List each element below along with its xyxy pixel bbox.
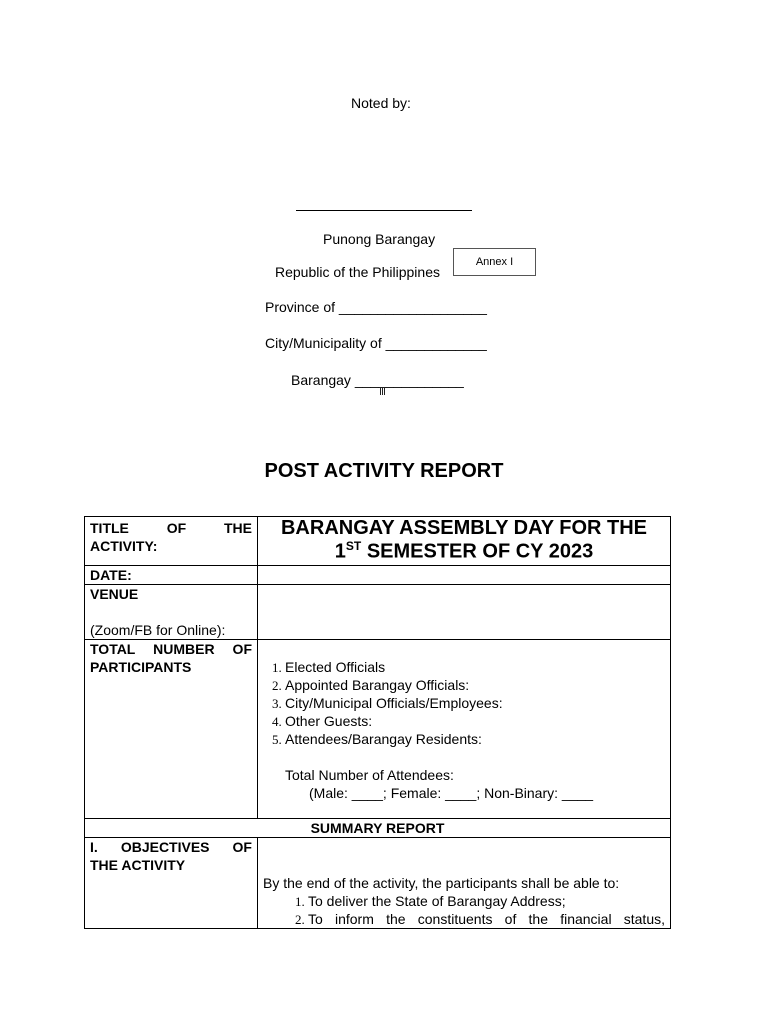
participants-spacer bbox=[263, 748, 665, 766]
participants-label-line1: TOTAL NUMBER OF bbox=[90, 641, 252, 657]
city-field: City/Municipality of _____________ bbox=[265, 335, 487, 351]
venue-value bbox=[258, 585, 671, 640]
gender-breakdown: (Male: ____; Female: ____; Non-Binary: ____ bbox=[309, 785, 594, 801]
date-value bbox=[258, 566, 671, 585]
objectives-label bbox=[85, 838, 258, 929]
annex-label: Annex I bbox=[475, 256, 514, 268]
list-item: 3. City/Municipal Officials/Employees: bbox=[285, 694, 665, 712]
list-item: 5. Attendees/Barangay Residents: bbox=[285, 730, 665, 748]
title-label bbox=[85, 517, 258, 566]
activity-num: 1 bbox=[334, 540, 346, 563]
list-item: 1. To deliver the State of Barangay Address; bbox=[308, 892, 665, 910]
participants-label bbox=[85, 640, 258, 819]
objectives-cell bbox=[258, 838, 671, 929]
date-row bbox=[85, 566, 671, 585]
objectives-row bbox=[85, 838, 671, 929]
activity-title-line1: BARANGAY ASSEMBLY DAY FOR THE bbox=[280, 517, 647, 539]
list-item: 4. Other Guests: bbox=[285, 712, 665, 730]
activity-title bbox=[258, 517, 671, 566]
list-item: 2. Appointed Barangay Officials: bbox=[285, 676, 665, 694]
scan-mark bbox=[380, 388, 386, 395]
objectives-label-line2: THE ACTIVITY bbox=[90, 857, 186, 873]
title-row bbox=[85, 517, 671, 566]
objectives-list bbox=[263, 892, 665, 928]
total-attendees-label: Total Number of Attendees: bbox=[285, 767, 454, 783]
participants-cell bbox=[258, 640, 671, 819]
venue-cell bbox=[85, 585, 258, 640]
summary-report-heading: SUMMARY REPORT bbox=[85, 819, 671, 838]
report-table bbox=[84, 516, 671, 929]
punong-barangay-label: Punong Barangay bbox=[323, 231, 436, 247]
objectives-intro: By the end of the activity, the participants shall be able to: bbox=[263, 875, 620, 891]
venue-note: (Zoom/FB for Online): bbox=[90, 622, 226, 638]
list-item: 1. Elected Officials bbox=[285, 658, 665, 676]
report-title: POST ACTIVITY REPORT bbox=[264, 460, 504, 482]
participants-list bbox=[263, 658, 665, 748]
activity-title-line2 bbox=[263, 537, 665, 561]
annex-box bbox=[453, 248, 536, 276]
participants-row bbox=[85, 640, 671, 819]
participants-label-line2: PARTICIPANTS bbox=[90, 659, 192, 675]
signature-line bbox=[296, 210, 472, 211]
province-field: Province of ___________________ bbox=[265, 299, 487, 315]
title-label-line1: TITLE OF THE bbox=[90, 520, 252, 536]
republic-label: Republic of the Philippines bbox=[275, 264, 440, 280]
list-item: 2. To inform the constituents of the financial status, bbox=[308, 910, 665, 928]
title-label-line2: ACTIVITY: bbox=[90, 538, 158, 554]
activity-rest: SEMESTER OF CY 2023 bbox=[361, 540, 594, 563]
objectives-label-line1: I. OBJECTIVES OF bbox=[90, 839, 252, 855]
activity-sup: ST bbox=[345, 539, 362, 553]
venue-row bbox=[85, 585, 671, 640]
date-label: DATE: bbox=[85, 566, 258, 585]
venue-label: VENUE bbox=[90, 586, 139, 602]
summary-row bbox=[85, 819, 671, 838]
barangay-field: Barangay ______________ bbox=[291, 372, 464, 388]
noted-by-label: Noted by: bbox=[351, 95, 411, 111]
venue-spacer bbox=[90, 603, 252, 621]
